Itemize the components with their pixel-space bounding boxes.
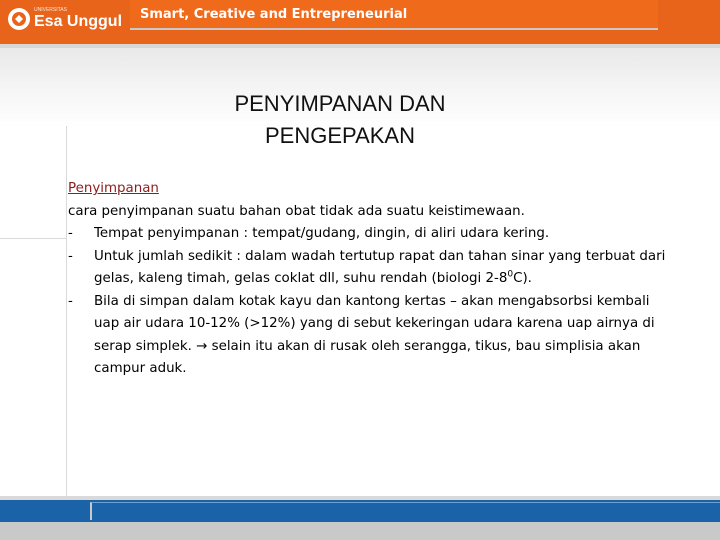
university-logo-icon	[8, 8, 30, 30]
footer-blue-panel	[90, 502, 720, 520]
tagline: Smart, Creative and Entrepreneurial	[140, 7, 408, 22]
slide-content	[68, 178, 668, 381]
list-bullet: -	[68, 226, 73, 241]
logo-name: Esa Unggul	[34, 13, 123, 30]
slide-title-line-2: PENGEPAKAN	[265, 123, 415, 148]
list-bullet: -	[68, 293, 73, 309]
list-bullet: -	[68, 248, 73, 264]
footer-strip	[0, 522, 720, 540]
horizontal-guide-line	[0, 238, 66, 239]
slide-title-line-1: PENYIMPANAN DAN	[234, 91, 446, 116]
vertical-guide-line	[66, 126, 67, 498]
section-heading: Penyimpanan	[68, 181, 159, 196]
list-item-text: Untuk jumlah sedikit : dalam wadah tertutup rapat dan tahan sinar yang terbuat dari gelas, kaleng timah, gelas coklat dll, suhu rendah (biologi 2-8	[94, 248, 666, 286]
list-item-text-end: C).	[513, 271, 532, 286]
logo-subtitle: UNIVERSITAS	[34, 7, 67, 13]
list-item-text: Bila di simpan dalam kotak kayu dan kantong kertas – akan mengabsorbsi kembali uap air udara 10-12% (>12%) yang di sebut kekeringan udara karena uap airnya di serap simplek. → selain itu akan di rusak oleh serangga, tikus, bau simplisia akan campur aduk.	[94, 293, 655, 376]
slide-title	[150, 88, 530, 152]
list-item	[68, 223, 668, 246]
intro-text: cara penyimpanan suatu bahan obat tidak ada suatu keistimewaan.	[68, 203, 525, 219]
list-item	[68, 246, 668, 291]
degree-superscript: 0	[507, 269, 514, 280]
list-item	[68, 291, 668, 381]
list-item-text: Tempat penyimpanan : tempat/gudang, dingin, di aliri udara kering.	[94, 226, 550, 241]
